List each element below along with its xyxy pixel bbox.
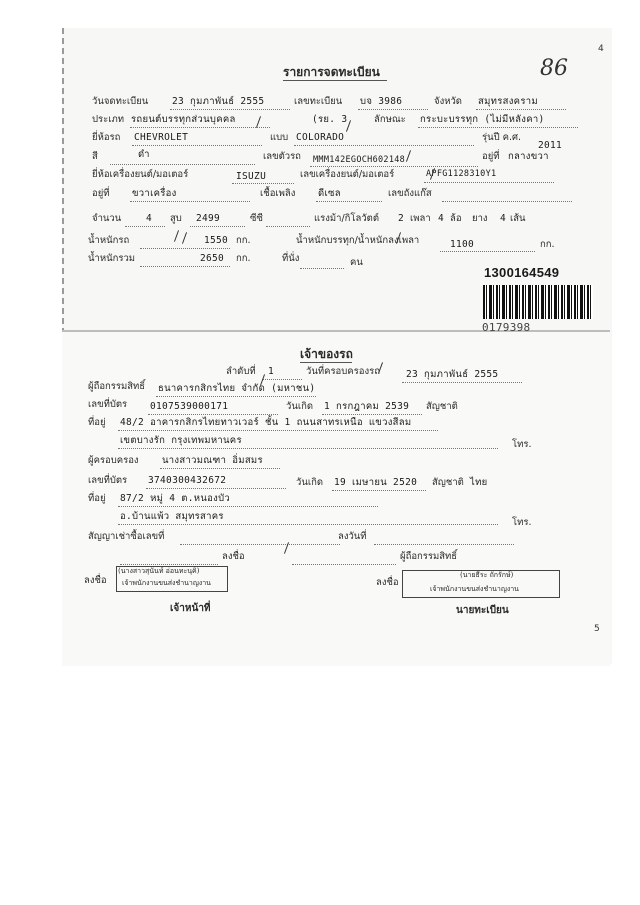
fuel-label: เชื้อเพลิง — [260, 188, 296, 199]
plate-value: บจ 3986 — [360, 96, 403, 107]
model-value: COLORADO — [296, 132, 345, 143]
owner-address-line1: 48/2 อาคารกสิกรไทยทาวเวอร์ ชั้น 1 ถนนสาทรเหนือ แขวงสีลม — [120, 417, 412, 428]
order-value: 1 — [268, 366, 275, 377]
load-unit: กก. — [540, 239, 555, 250]
owner-nationality-label: สัญชาติ — [426, 401, 458, 412]
possessor-birth-label: วันเกิด — [296, 477, 323, 488]
chassis-value: MMM142EGOCH602148 — [313, 155, 406, 165]
plate-label: เลขทะเบียน — [294, 96, 343, 107]
owner-birth-value: 1 กรกฎาคม 2539 — [324, 401, 410, 412]
barcode — [483, 285, 593, 319]
color-value: ดำ — [138, 149, 150, 160]
possessor-tel-label: โทร. — [512, 517, 532, 528]
tank-label: เลขถังแก๊ส — [388, 188, 432, 199]
chassis-loc-label: อยู่ที่ — [482, 151, 500, 162]
possessor-nationality-label: สัญชาติ — [432, 477, 464, 488]
weight-label: น้ำหนักรถ — [88, 235, 130, 246]
engine-brand-label: ยี่ห้อเครื่องยนต์/มอเตอร์ — [92, 169, 189, 180]
registrar-label: นายทะเบียน — [456, 605, 509, 616]
year-label: รุ่นปี ค.ศ. — [482, 132, 522, 143]
barcode-number: 1300164549 — [484, 265, 560, 280]
officer-stamp-name: (นางสาวสุนันท์ อ่อนทะนุคิ) — [118, 567, 200, 575]
brand-label: ยี่ห้อรถ — [92, 132, 121, 143]
cc-value: 2499 — [196, 213, 221, 224]
engine-loc-label: อยู่ที่ — [92, 188, 110, 199]
reg-date-value: 23 กุมภาพันธ์ 2555 — [172, 96, 265, 107]
tire-count: 4 — [500, 213, 507, 224]
possessor-value: นางสาวมณฑา อิ่มสมร — [162, 455, 263, 466]
engine-no-value: APFG1128310Y1 — [426, 169, 497, 179]
possessor-address-label: ที่อยู่ — [88, 493, 106, 504]
possessor-address-line2: อ.บ้านแพ้ว สมุทรสาคร — [120, 511, 224, 522]
engine-brand-value: ISUZU — [236, 171, 267, 182]
cyl-value: 4 — [146, 213, 153, 224]
seat-unit: คน — [350, 257, 363, 268]
sign-date-label: ลงวันที่ — [338, 531, 367, 542]
chassis-label: เลขตัวรถ — [263, 151, 301, 162]
brand-value: CHEVROLET — [134, 132, 189, 143]
hp-label: แรงม้า/กิโลวัตต์ — [314, 213, 380, 224]
possessor-id-label: เลขที่บัตร — [88, 475, 128, 486]
owner-id-label: เลขที่บัตร — [88, 399, 128, 410]
lease-label: สัญญาเช่าซื้อเลขที่ — [88, 531, 165, 542]
owner-address-label: ที่อยู่ — [88, 417, 106, 428]
weight-unit: กก. — [236, 235, 251, 246]
province-value: สมุทรสงคราม — [478, 96, 538, 107]
section2-title: เจ้าของรถ — [300, 347, 353, 361]
color-label: สี — [92, 151, 98, 162]
possessor-label: ผู้ครอบครอง — [88, 455, 139, 466]
wheel-unit: ล้อ — [450, 213, 462, 224]
owner-id-value: 0107539000171 — [150, 401, 229, 412]
owner-birth-label: วันเกิด — [286, 401, 313, 412]
possessor-birth-value: 19 เมษายน 2520 — [334, 477, 418, 488]
load-value: 1100 — [450, 239, 475, 250]
char-label: ลักษณะ — [374, 114, 406, 125]
page-number-bottom: 5 — [594, 624, 600, 634]
axle-unit: เพลา — [410, 213, 431, 224]
reg-date-label: วันจดทะเบียน — [92, 96, 149, 107]
serial-partial: 0179398 — [482, 321, 531, 334]
type-value: รถยนต์บรรทุกส่วนบุคคล — [131, 114, 236, 125]
type-code: (รย. 3 — [312, 114, 348, 125]
cc-unit: ซีซี — [250, 213, 263, 224]
registrar-stamp-title: เจ้าพนักงานขนส่งชำนาญงาน — [430, 585, 519, 593]
possess-date-value: 23 กุมภาพันธ์ 2555 — [406, 369, 499, 380]
cyl-unit: สูบ — [170, 213, 182, 224]
axle-count: 2 — [398, 213, 405, 224]
fuel-value: ดีเซล — [318, 188, 341, 199]
gross-label: น้ำหนักรวม — [88, 253, 136, 264]
officer-label: เจ้าหน้าที่ — [170, 603, 211, 614]
possessor-id-value: 3740300432672 — [148, 475, 227, 486]
sign-label-officer: ลงชื่อ — [84, 575, 107, 586]
owner-value: ธนาคารกสิกรไทย จำกัด (มหาชน) — [158, 383, 316, 394]
sign-label-registrar: ลงชื่อ — [376, 577, 399, 588]
owner-tel-label: โทร. — [512, 439, 532, 450]
gross-value: 2650 — [200, 253, 225, 264]
possessor-nationality-value: ไทย — [470, 477, 488, 488]
owner-address-line2: เขตบางรัก กรุงเทพมหานคร — [120, 435, 242, 446]
engine-no-label: เลขเครื่องยนต์/มอเตอร์ — [300, 169, 395, 180]
load-label: น้ำหนักบรรทุก/น้ำหนักลงเพลา — [296, 235, 420, 246]
registrar-stamp-name: (นายธีระ ถักรักษ์) — [460, 571, 514, 579]
section1-title: รายการจดทะเบียน — [283, 65, 380, 79]
chassis-loc-value: กลางขวา — [508, 151, 549, 162]
officer-stamp-title: เจ้าพนักงานขนส่งชำนาญงาน — [122, 579, 211, 587]
possess-date-label: วันที่ครอบครองรถ — [306, 366, 380, 377]
model-label: แบบ — [270, 132, 289, 143]
province-label: จังหวัด — [434, 96, 462, 107]
seat-label: ที่นั่ง — [282, 253, 300, 264]
page-number-top: 4 — [598, 44, 604, 54]
handwritten-number: 86 — [540, 56, 568, 81]
type-label: ประเภท — [92, 114, 125, 125]
engine-loc-value: ขวาเครื่อง — [132, 188, 177, 199]
weight-value: 1550 — [204, 235, 229, 246]
tire-label: ยาง — [472, 213, 488, 224]
char-value: กระบะบรรทุก (ไม่มีหลังคา) — [420, 114, 545, 125]
possessor-address-line1: 87/2 หมู่ 4 ต.หนองบัว — [120, 493, 231, 504]
sign-label-1: ลงชื่อ — [222, 551, 245, 562]
cyl-label: จำนวน — [92, 213, 122, 224]
year-value: 2011 — [538, 140, 563, 151]
owner-sig-label: ผู้ถือกรรมสิทธิ์ — [400, 551, 458, 562]
wheel-count: 4 — [438, 213, 445, 224]
tire-unit: เส้น — [510, 213, 526, 224]
gross-unit: กก. — [236, 253, 251, 264]
order-label: ลำดับที่ — [226, 366, 256, 377]
owner-label: ผู้ถือกรรมสิทธิ์ — [88, 381, 146, 392]
